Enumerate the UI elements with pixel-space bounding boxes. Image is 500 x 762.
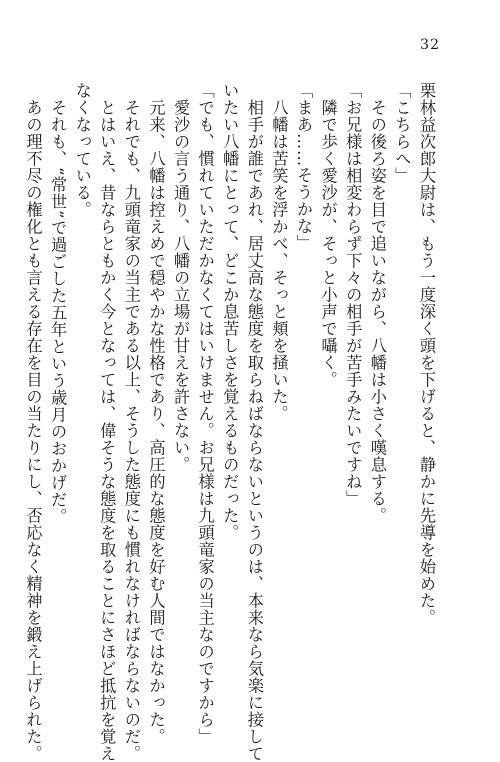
page-number: 32: [420, 37, 440, 53]
text-line: あの理不尽の権化とも言える存在を目の当たりにし、否応なく精神を鍛え上げられた。: [23, 82, 43, 762]
text-line: 「でも、慣れていただかなくてはいけません。お兄様は九頭竜家の当主なのですから」: [195, 82, 215, 745]
text-line: 八幡は苦笑を浮かべ、そっと頬を掻いた。: [269, 82, 289, 422]
text-line: 栗林益次郎大尉は、もう一度深く頭を下げると、静かに先導を始めた。: [417, 82, 436, 626]
text-line: 「お兄様は相変わらず下々の相手が苦手みたいですね」: [343, 82, 363, 507]
text-line: その後ろ姿を目で追いながら、八幡は小さく嘆息する。: [367, 82, 387, 524]
text-line: それも、“常世”で過ごした五年という歳月のおかげだ。: [48, 82, 68, 526]
text-line: とはいえ、昔ならともかく今となっては、偉そうな態度を取ることにさほど抵抗を覚え: [97, 82, 117, 762]
text-line: なくなっている。: [72, 82, 92, 218]
text-line: 愛沙の言う通り、八幡の立場が甘えを許さない。: [171, 82, 191, 473]
text-line: 「まあ……そうかな」: [294, 82, 314, 252]
body-text: [20, 82, 438, 762]
text-line: それでも、九頭竜家の当主である以上、そうした態度にも慣れなければならないのだ。: [121, 82, 141, 762]
text-line: 元来、八幡は控えめで穏やかな性格であり、高圧的な態度を好む人間ではなかった。: [146, 82, 166, 745]
text-line: 「こちらへ」: [392, 82, 412, 184]
text-line: 相手が誰であれ、居丈高な態度を取らねばならないというのは、本来なら気楽に接して: [244, 82, 264, 762]
text-line: いたい八幡にとって、どこか息苦しさを覚えるものだった。: [220, 82, 240, 541]
text-line: 隣で歩く愛沙が、そっと小声で囁く。: [318, 82, 338, 388]
